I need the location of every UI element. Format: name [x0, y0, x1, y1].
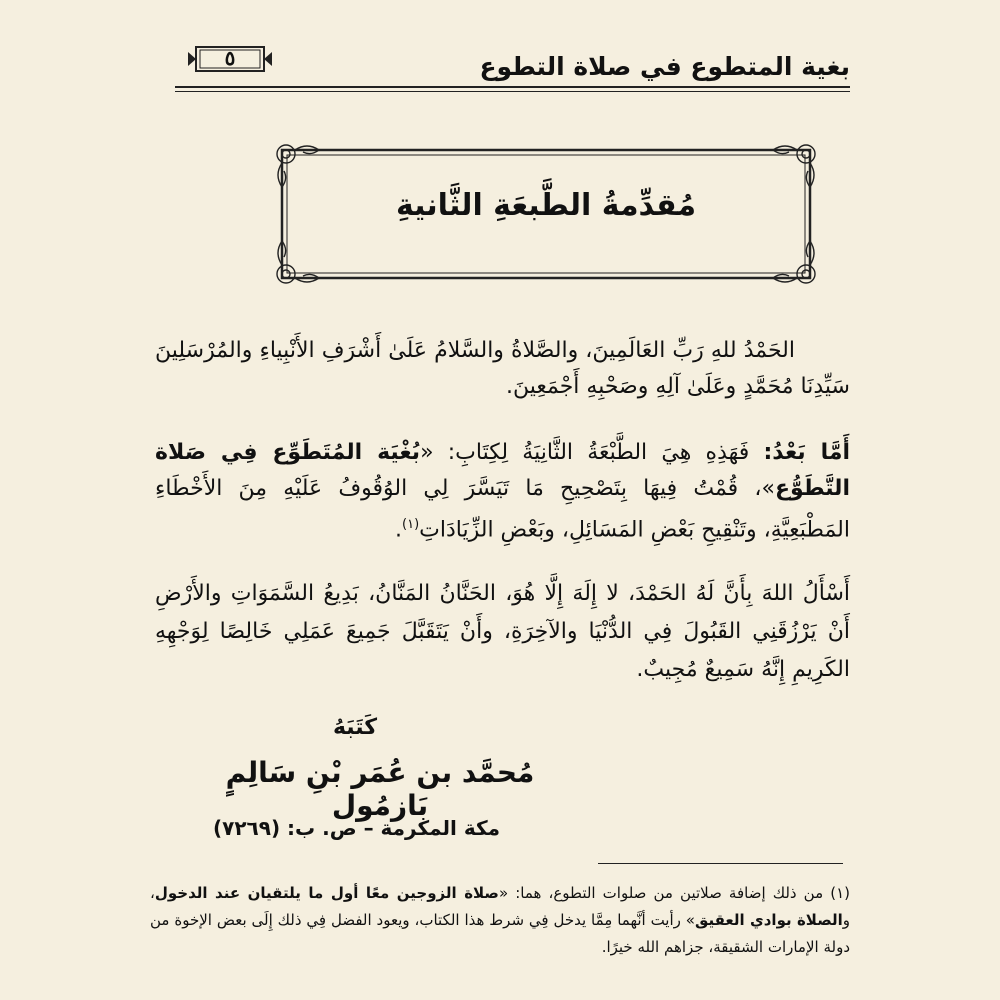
edition-details: »، قُمْتُ فِيهَا بِتَصْحِيحِ مَا تَيَسَّرَ لِي الوُقُوفُ عَلَيْهِ مِنَ الأَخْطَاءِ المَطْبَعِيَّةِ، وتَنْقِيحِ بَعْضِ المَسَائِلِ، وبَعْضِ الزِّيَادَاتِ — [155, 476, 850, 543]
section-title: مُقدِّمةُ الطَّبعَةِ الثَّانيةِ — [395, 188, 697, 223]
book-title-ref: بُغْيَة المُتَطَوِّع فِي صَلاة التَّطَوُّع — [155, 440, 850, 501]
paragraph-edition-note — [155, 435, 850, 548]
paragraph-praise: الحَمْدُ للهِ رَبِّ العَالَمِينَ، والصَّلاةُ والسَّلامُ عَلَىٰ أَشْرَفِ الأَنْبِياءِ والمُرْسَلِينَ سَيِّدِنَا مُحَمَّدٍ وعَلَىٰ آلِهِ وصَحْبِهِ أَجْمَعِينَ. — [155, 338, 850, 399]
footnote-bold-a: صلاة الزوجين معًا أول ما يلتقيان عند الدخول — [154, 884, 499, 902]
running-title: بغية المتطوع في صلاة التطوع — [479, 52, 850, 81]
footnote-text-b: ، و — [150, 884, 850, 929]
page-number: ٥ — [224, 46, 236, 70]
header-rule — [175, 86, 850, 92]
footnote-reference[interactable]: (١) — [402, 517, 420, 532]
title-frame — [270, 138, 822, 290]
author-address: مكة المكرمة – ص. ب: (٧٢٦٩) — [212, 816, 500, 840]
footnote-rule — [598, 863, 843, 864]
amma-bad-lead: أَمَّا بَعْدُ: — [763, 440, 850, 465]
footnote-text-c: » رأيت أنَّهما مِمَّا يدخل فِي شرط هذا الكتاب، ويعود الفضل فِي ذلك إِلَى بعض الإخوة من دولة الإمارات الشقيقة، جزاهم الله خيرًا. — [150, 911, 850, 956]
paragraph-supplication: أَسْأَلُ اللهَ بِأَنَّ لَهُ الحَمْدَ، لا إِلَهَ إِلَّا هُوَ، الحَنَّانُ المَنَّانُ، بَدِيعُ السَّمَوَاتِ والأَرْضِ أَنْ يَرْزُقَنِي القَبُولَ فِي الدُّنْيَا والآخِرَةِ، وأَنْ يَتَقَبَّلَ جَمِيعَ عَمَلِي خَالِصًا لِوَجْهِهِ الكَرِيمِ إِنَّهُ سَمِيعٌ مُجِيبٌ. — [155, 581, 850, 682]
author-name: مُحمَّد بن عُمَر بْنِ سَالِمٍ بَازمُول — [225, 756, 535, 822]
footnote-text-a: من ذلك إضافة صلاتين من صلوات التطوع، هما: « — [498, 884, 831, 902]
page-number-box — [186, 44, 274, 74]
footnote — [150, 880, 850, 961]
edition-text: فَهَذِهِ هِيَ الطَّبْعَةُ الثَّانِيَةُ لِكِتَابِ: « — [420, 440, 764, 465]
footnote-bold-b: الصلاة بوادي العقيق — [694, 911, 843, 929]
footnote-marker: (١) — [830, 884, 850, 902]
signature-label: كَتَبَهُ — [332, 715, 378, 740]
edition-end: . — [395, 517, 403, 543]
